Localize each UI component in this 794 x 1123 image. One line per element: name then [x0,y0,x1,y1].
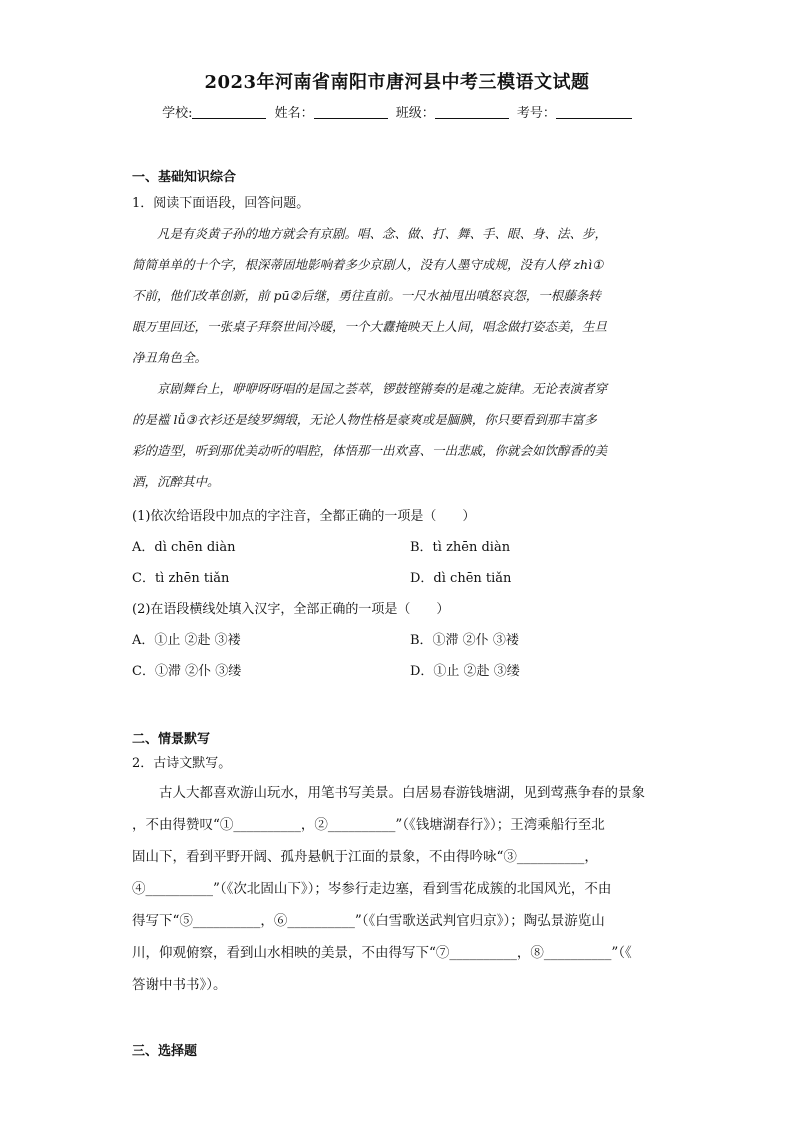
name-label: 姓名： [274,106,314,121]
sub1-option-a[interactable]: A．dì chēn diàn [132,540,236,555]
class-blank[interactable] [435,106,509,119]
class-field [396,102,509,121]
q1-sub1-prompt: (1)依次给语段中加点的字注音，全都正确的一项是（ ） [132,509,476,524]
sub2-option-b[interactable]: B．①滞 ②仆 ③褛 [410,633,519,648]
section3-heading: 三、选择题 [132,1044,198,1059]
exam-number-label: 考号： [516,106,556,121]
passage-line: 京剧舞台上，咿咿呀呀唱的是国之荟萃，锣鼓铿锵奏的是魂之旋律。无论表演者穿 [157,381,608,396]
sub2-option-c[interactable]: C．①滞 ②仆 ③缕 [132,664,242,679]
q2-line: 答谢中书书》）。 [132,977,227,993]
school-field [162,102,266,121]
q1-prompt: 1．阅读下面语段，回答问题。 [132,196,310,211]
name-blank[interactable] [314,106,388,119]
passage-line: 酒，沉醉其中。 [132,474,220,489]
class-label: 班级： [395,106,435,121]
passage-line: 彩的造型，听到那优美动听的唱腔，体悟那一出欢喜、一出悲戚，你就会如饮醇香的美 [132,443,608,458]
q2-line: ④__________”（《次北固山下》）；岑参行走边塞，看到雪花成簇的北国风光，不由 [132,881,612,897]
exam-number-field [517,102,632,121]
sub1-option-b[interactable]: B．tì zhēn diàn [410,540,511,555]
passage-line: 凡是有炎黄子孙的地方就会有京剧。唱、念、做、打、舞、手、眼、身、法、步， [157,226,608,241]
passage-line: 简简单单的十个字，根深蒂固地影响着多少京剧人，没有人墨守成规，没有人停 zhì① [132,257,604,272]
sub2-option-d[interactable]: D．①止 ②赴 ③缕 [410,664,520,679]
q2-line: 固山下，看到平野开阔、孤舟悬帆于江面的景象，不由得吟咏“③__________， [132,849,598,865]
passage-line: 眼万里回还，一张桌子拜祭世间冷暖，一个大纛掩映天上人间，唱念做打姿态美，生旦 [132,319,608,334]
page-title: 2023年河南省南阳市唐河县中考三模语文试题 [204,72,590,93]
q2-prompt: 2．古诗文默写。 [132,756,232,771]
passage-line: 净丑角色全。 [132,350,208,365]
q1-passage [132,218,662,497]
passage-line: 不前，他们改革创新，前 pū②后继，勇往直前。一尺水袖甩出嗔怒哀怨，一根藤条转 [132,288,601,303]
q2-passage [132,777,662,1001]
sub1-option-c[interactable]: C．tì zhēn tiǎn [132,571,230,586]
q1-sub2-prompt: (2)在语段横线处填入汉字，全部正确的一项是（ ） [132,602,450,617]
q2-line: 得写下“⑤__________，⑥__________”（《白雪歌送武判官归京》）；陶弘景游览山 [132,913,605,929]
section1-heading: 一、基础知识综合 [132,170,237,185]
school-blank[interactable] [192,106,266,119]
student-info-line [0,102,794,121]
sub1-option-d[interactable]: D．dì chēn tiǎn [410,571,512,586]
q2-line: 古人大都喜欢游山玩水，用笔书写美景。白居易春游钱塘湖，见到莺燕争春的景象 [159,785,645,801]
school-label: 学校: [162,106,193,121]
q2-line: 川，仰观俯察，看到山水相映的美景，不由得写下“⑦__________，⑧__________”（《 [132,945,632,961]
sub2-option-a[interactable]: A．①止 ②赴 ③褛 [132,633,241,648]
exam-number-blank[interactable] [556,106,632,119]
q2-line: ，不由得赞叹“①__________，②__________”（《钱塘湖春行》）；王湾乘船行至北 [132,817,605,833]
name-field [275,102,388,121]
passage-line: 的是褴 lǚ③衣衫还是绫罗绸缎，无论人物性格是豪爽或是腼腆，你只要看到那丰富多 [132,412,597,427]
section2-heading: 二、情景默写 [132,732,211,747]
